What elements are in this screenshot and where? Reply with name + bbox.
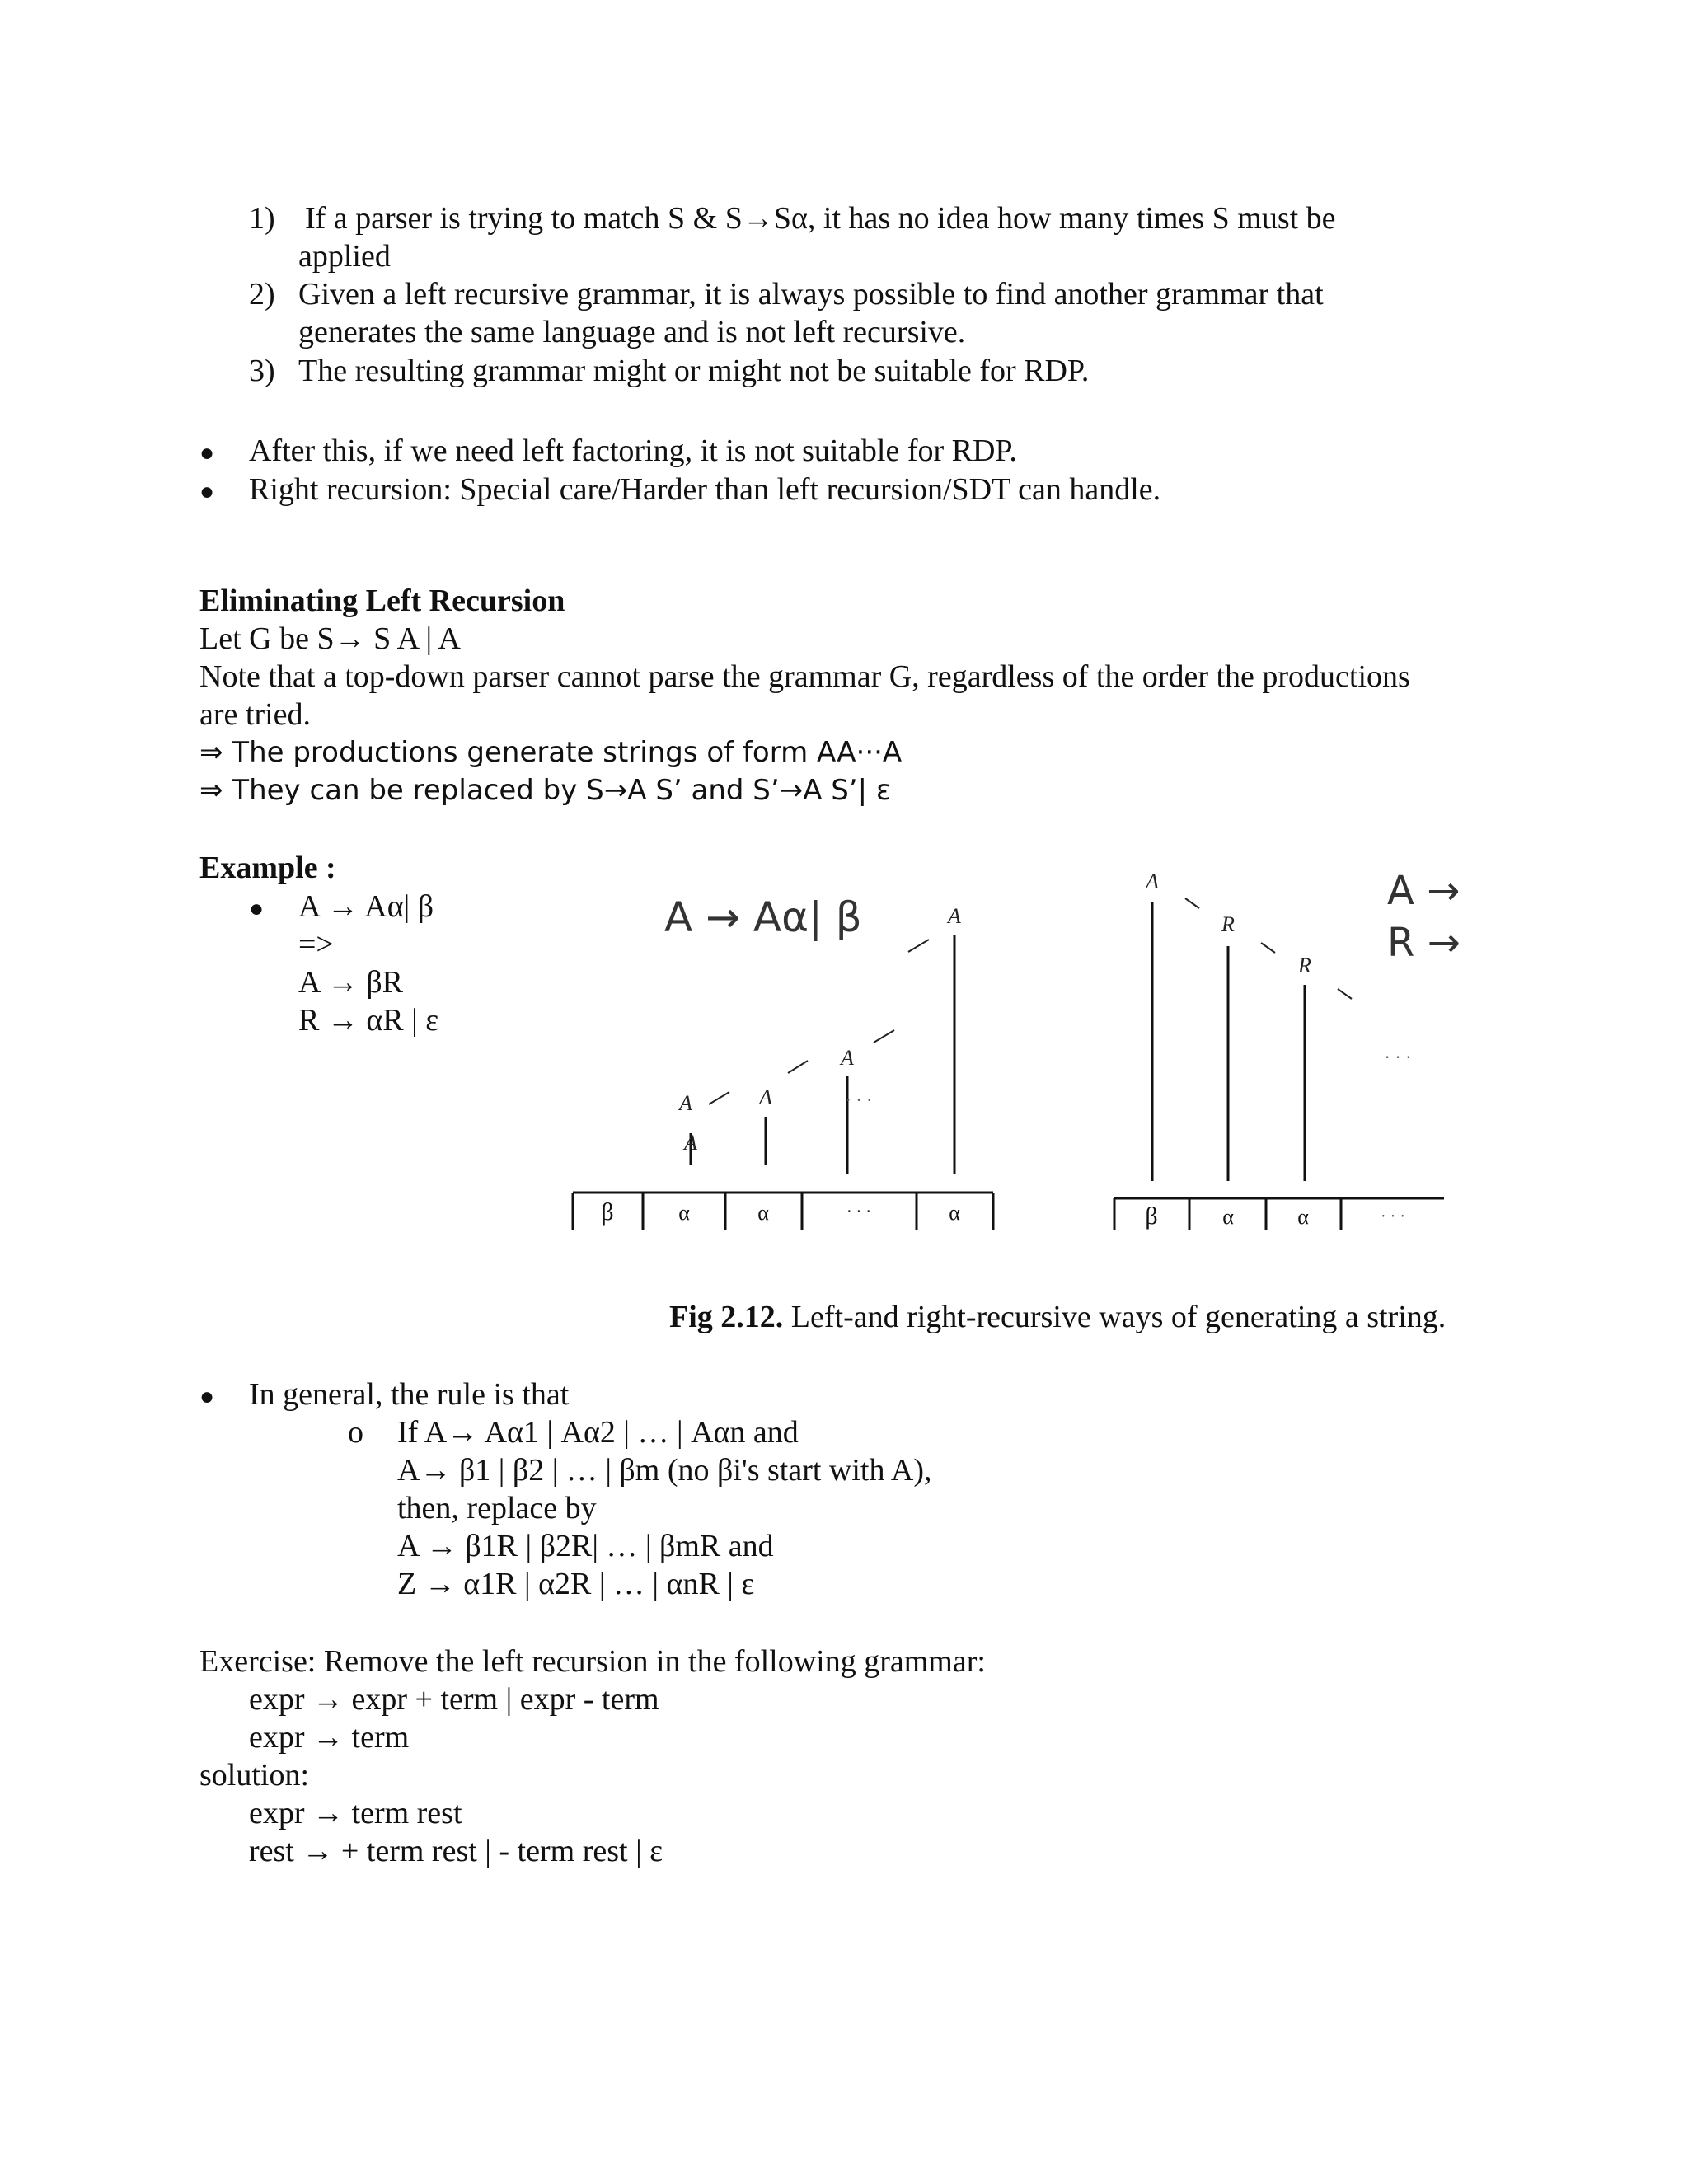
note-text: are tried. [199,697,312,732]
sub-bullet-marker: o [348,1415,363,1450]
rule-line: then, replace by [397,1491,597,1526]
list-item-text: If a parser is trying to match S & S→Sα, it has no idea how many times S must be [305,201,1336,236]
ellipsis: · · · [846,1202,871,1221]
solution-line: expr → term rest [249,1796,462,1830]
tree-edge [908,940,929,952]
recursion-figure [560,857,1492,1236]
section-title: Eliminating Left Recursion [199,583,565,618]
example-title: Example : [199,851,336,885]
right-grammar-label: A → [1387,868,1461,914]
bullet-dot: ● [249,895,265,922]
example-line: => [298,927,334,962]
tree-edge [709,1092,729,1104]
rule-line: A → β1R | β2R| … | βmR and [397,1529,774,1563]
bullet-dot: ● [199,478,215,505]
caption-text: Left-and right-recursive ways of generating a string. [783,1300,1447,1334]
tape-symbol: α [949,1201,960,1225]
caption-label: Fig 2.12. [669,1300,784,1334]
bullet-text: Right recursion: Special care/Harder than left recursion/SDT can handle. [249,472,1161,507]
solution-line: rest → + term rest | - term rest | ε [249,1834,663,1868]
ellipsis: · · · [1381,1207,1405,1226]
tape-symbol: α [1297,1205,1309,1229]
rule-line: Z → α1R | α2R | … | αnR | ε [397,1567,755,1601]
node-label: A [759,1085,772,1109]
bullet-text: After this, if we need left factoring, it is not suitable for RDP. [249,434,1017,468]
right-grammar-label: R → [1387,920,1461,966]
list-item-text: Given a left recursive grammar, it is always possible to find another grammar that [298,277,1324,312]
example-line: R → αR | ε [298,1003,439,1038]
tree-edge [1338,989,1352,999]
bullet-dot: ● [199,1383,215,1410]
node-label: A [948,904,961,928]
node-label: A [841,1046,854,1070]
list-item-text: applied [298,239,391,274]
node-label: R [1298,954,1311,977]
tape-symbol: β [601,1198,614,1226]
bullet-text: In general, the rule is that [249,1377,570,1412]
node-label: A [684,1131,697,1155]
note-text: Note that a top-down parser cannot parse the grammar G, regardless of the order the productions [199,659,1410,694]
rule-line: A→ β1 | β2 | … | βm (no βi's start with A), [397,1453,932,1488]
tape-symbol: α [1222,1205,1234,1229]
solution-label: solution: [199,1758,310,1793]
bullet-dot: ● [199,439,215,466]
tape-symbol: α [757,1201,769,1225]
ellipsis: · · · [1384,1047,1412,1067]
tree-edge [788,1061,808,1073]
example-line: A → Aα| β [298,889,434,924]
tree-edge [1185,898,1199,908]
list-item-text: The resulting grammar might or might not be suitable for RDP. [298,354,1090,388]
tape-symbol: α [678,1201,690,1225]
node-label: R [1221,912,1235,936]
node-label: A [1146,869,1159,893]
tree-edge [1261,943,1275,953]
list-number: 3) [249,354,275,388]
list-number: 1) [249,201,275,236]
list-item-text: generates the same language and is not left recursive. [298,315,966,349]
let-g-text: Let G be S→ S A | A [199,621,461,656]
example-line: A → βR [298,965,404,1000]
rule-line: If A→ Aα1 | Aα2 | … | Aαn and [397,1415,799,1450]
left-grammar-label: A → Aα| β [664,893,862,941]
tree-edge [874,1030,894,1043]
node-label: A [679,1091,692,1115]
exercise-line: expr → term [249,1720,410,1755]
figure-caption [669,1298,1446,1336]
implication-text: ⇒ They can be replaced by S→A S’ and S’→A S’| ε [199,774,892,807]
tape-symbol: β [1145,1202,1158,1230]
exercise-title: Exercise: Remove the left recursion in the following grammar: [199,1644,986,1679]
exercise-line: expr → expr + term | expr - term [249,1682,659,1717]
implication-text: ⇒ The productions generate strings of form AA···A [199,736,903,769]
ellipsis: · · · [845,1090,873,1110]
list-number: 2) [249,277,275,312]
